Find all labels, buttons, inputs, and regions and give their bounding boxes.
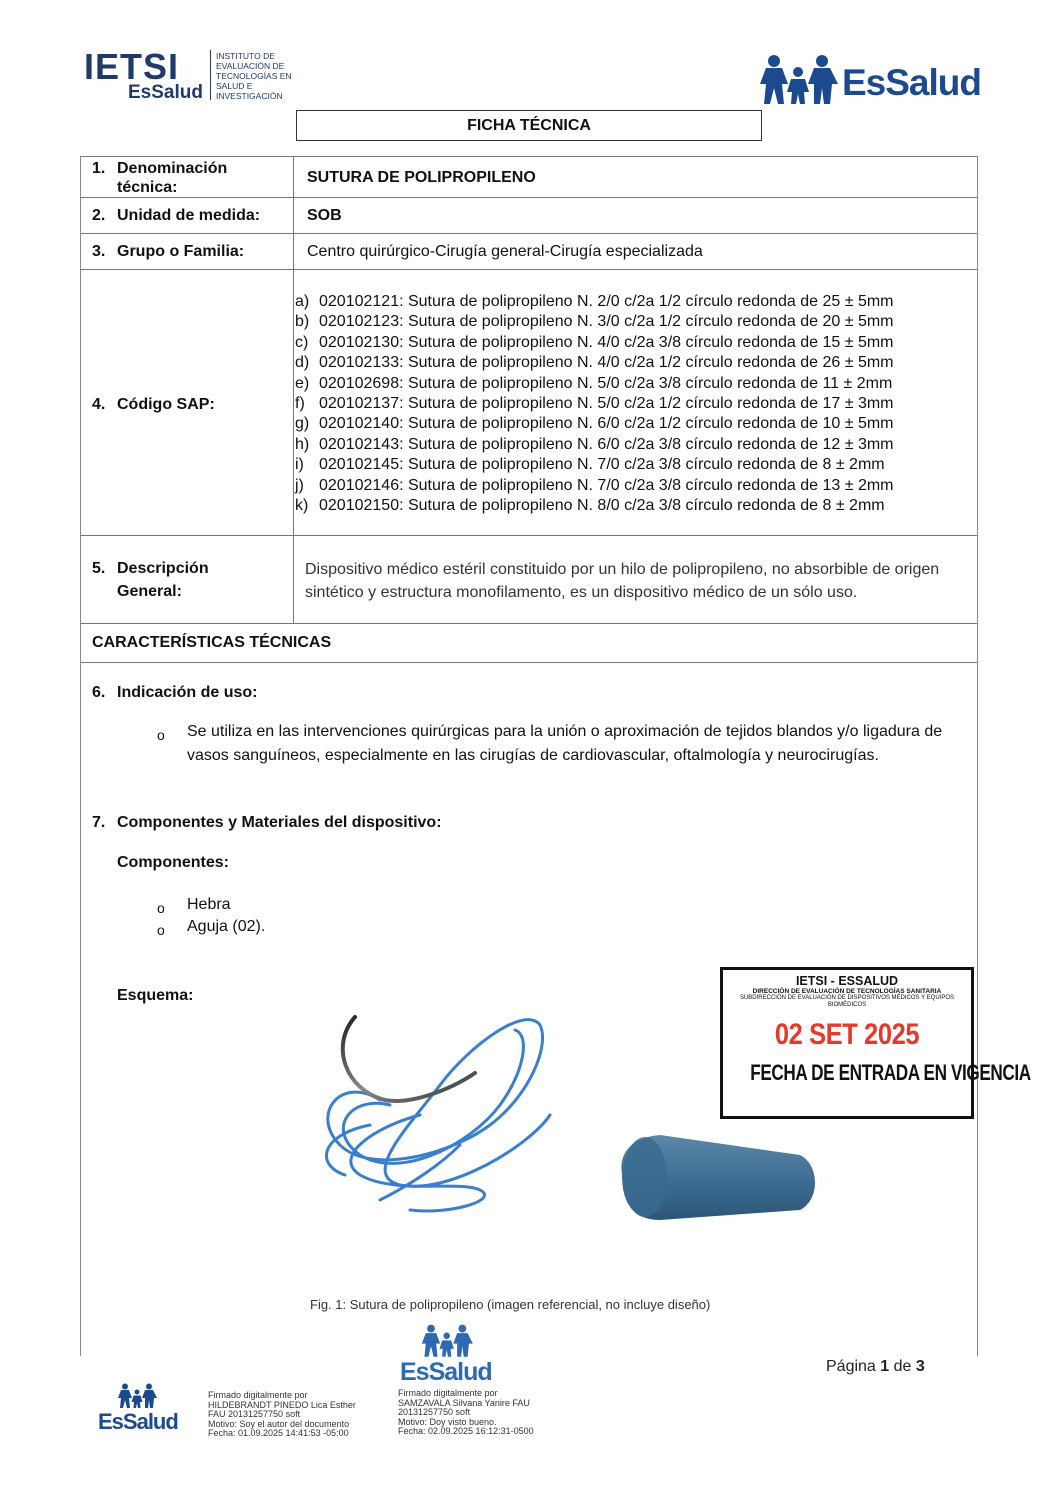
- sap-code-list: [295, 292, 894, 516]
- document-title: FICHA TÉCNICA: [296, 110, 762, 141]
- list-text: 020102698: Sutura de polipropileno N. 5/0 c/2a 3/8 círculo redonda de 11 ± 2mm: [319, 374, 893, 392]
- row-denominacion: [81, 156, 977, 198]
- page-current: 1: [880, 1358, 890, 1375]
- page-prefix: Página: [826, 1358, 881, 1375]
- digital-signature-2: [398, 1389, 548, 1437]
- value-grupo: Centro quirúrgico-Cirugía general-Cirugía especializada: [307, 243, 703, 260]
- essalud-logo: [760, 54, 990, 106]
- list-item: [295, 455, 894, 475]
- indicacion-text: Se utiliza en las intervenciones quirúrgicas para la unión o aproximación de tejidos blandos y/o ligadura de vasos sanguíneos, especialmente en las cirugías de cardiovascular, oftalmología y neurocirugías.: [187, 723, 943, 764]
- ietsi-logo-text: IETSI: [84, 46, 180, 87]
- list-text: 020102133: Sutura de polipropileno N. 4/0 c/2a 1/2 círculo redonda de 26 ± 5mm: [319, 354, 894, 372]
- validity-stamp: [720, 967, 1031, 1119]
- signature-line: Firmado digitalmente por: [208, 1390, 308, 1400]
- list-text: 020102150: Sutura de polipropileno N. 8/0 c/2a 3/8 círculo redonda de 8 ± 2mm: [319, 497, 885, 515]
- list-text: 020102137: Sutura de polipropileno N. 5/0 c/2a 1/2 círculo redonda de 17 ± 3mm: [319, 395, 894, 413]
- list-text: 020102140: Sutura de polipropileno N. 6/0 c/2a 1/2 círculo redonda de 10 ± 5mm: [319, 415, 894, 433]
- row-caracteristicas: [81, 623, 977, 663]
- ietsi-logo-subtext: EsSalud: [128, 82, 203, 103]
- list-letter: k): [295, 497, 309, 515]
- signature-line: FAU 20131257750 soft: [208, 1409, 301, 1419]
- list-text: 020102145: Sutura de polipropileno N. 7/0 c/2a 3/8 círculo redonda de 8 ± 2mm: [319, 456, 885, 474]
- ietsi-institute-name: INSTITUTO DE EVALUACIÓN DE TECNOLOGÍAS EN SALUD E INVESTIGACIÓN: [216, 51, 292, 101]
- list-letter: h): [295, 435, 310, 453]
- ietsi-logo: [84, 46, 294, 106]
- list-item: [295, 374, 894, 394]
- signature-line: Firmado digitalmente por: [398, 1388, 498, 1398]
- subheading-componentes: Componentes:: [117, 854, 229, 871]
- row-unidad: [81, 197, 977, 234]
- list-item: [295, 476, 894, 496]
- list-letter: c): [295, 333, 309, 351]
- list-item: [295, 353, 894, 373]
- list-letter: d): [295, 354, 310, 372]
- list-letter: b): [295, 313, 310, 331]
- essalud-family-icon: [760, 54, 840, 106]
- stamp-org: IETSI - ESSALUD: [795, 974, 899, 988]
- page-number: [826, 1358, 925, 1376]
- label-text: Grupo o Familia:: [117, 243, 245, 260]
- row-number: 4.: [92, 396, 106, 413]
- footer-logo-text: EsSalud: [400, 1358, 492, 1386]
- signature-line: Fecha: 02.09.2025 16:12:31-0500: [398, 1426, 534, 1436]
- component-item: Hebra: [187, 896, 231, 913]
- list-text: 020102130: Sutura de polipropileno N. 4/0 c/2a 3/8 círculo redonda de 15 ± 5mm: [319, 333, 894, 351]
- section-number: 6.: [92, 684, 106, 701]
- column-divider: [293, 156, 294, 623]
- page-mid: de: [889, 1358, 916, 1375]
- list-item: [295, 414, 894, 434]
- essalud-logo-text: EsSalud: [842, 62, 981, 103]
- footer-essalud-logo-center: [396, 1322, 504, 1388]
- list-letter: g): [295, 415, 310, 433]
- list-text: 020102143: Sutura de polipropileno N. 6/0 c/2a 3/8 círculo redonda de 12 ± 3mm: [319, 435, 894, 453]
- value-descripcion: Dispositivo médico estéril constituido por un hilo de polipropileno, no absorbible de origen sintético y estructura monofilamento, es un dispositivo médico de un sólo uso.: [305, 561, 940, 601]
- signature-line: Motivo: Doy visto bueno.: [398, 1416, 497, 1427]
- essalud-family-icon: [116, 1383, 160, 1409]
- label-line-1: Descripción: [117, 560, 209, 577]
- row-number: 5.: [92, 560, 106, 577]
- list-letter: j): [295, 476, 304, 494]
- heading-componentes: [92, 814, 442, 832]
- signature-line: SAMZAVALA Silvana Yanire FAU: [398, 1397, 530, 1408]
- row-grupo: [81, 233, 977, 270]
- figure-caption: Fig. 1: Sutura de polipropileno (imagen referencial, no incluye diseño): [310, 1297, 711, 1312]
- label-line-2: General:: [117, 583, 182, 600]
- label-grupo: [92, 243, 244, 261]
- needle-icon: [343, 1017, 475, 1101]
- section-number: 7.: [92, 814, 106, 831]
- row-number: 1.: [92, 160, 106, 177]
- footer-essalud-logo-left: [98, 1383, 178, 1433]
- signature-line: Motivo: Soy el autor del documento: [208, 1418, 350, 1429]
- ietsi-logo-divider: [210, 50, 211, 100]
- section-title-caracteristicas: CARACTERÍSTICAS TÉCNICAS: [92, 634, 332, 651]
- row-number: 2.: [92, 207, 106, 224]
- stamp-label: FECHA DE ENTRADA EN VIGENCIA: [750, 1060, 1031, 1085]
- bullet-icon: o: [157, 922, 165, 938]
- list-text: 020102146: Sutura de polipropileno N. 7/0 c/2a 3/8 círculo redonda de 13 ± 2mm: [319, 476, 894, 494]
- signature-line: 20131257750 soft: [398, 1407, 471, 1417]
- essalud-family-icon: [420, 1324, 476, 1358]
- page-total: 3: [915, 1358, 925, 1375]
- list-letter: i): [295, 456, 304, 474]
- label-denominacion: [92, 159, 227, 197]
- heading-text: Componentes y Materiales del dispositivo:: [117, 814, 442, 831]
- list-text: 020102121: Sutura de polipropileno N. 2/0 c/2a 1/2 círculo redonda de 25 ± 5mm: [319, 293, 894, 310]
- list-letter: a): [295, 293, 310, 310]
- label-sap: [92, 396, 215, 414]
- signature-line: Fecha: 01.09.2025 14:41:53 -05:00: [208, 1428, 349, 1438]
- heading-text: Indicación de uso:: [117, 684, 258, 701]
- value-unidad: SOB: [307, 207, 342, 224]
- component-item: Aguja (02).: [187, 918, 266, 935]
- list-text: 020102123: Sutura de polipropileno N. 3/0 c/2a 1/2 círculo redonda de 20 ± 5mm: [319, 313, 894, 331]
- bullet-icon: o: [157, 727, 165, 743]
- label-esquema: Esquema:: [117, 987, 194, 1004]
- stamp-date: 02 SET 2025: [774, 1018, 920, 1051]
- list-item: [295, 333, 894, 353]
- list-item: [295, 435, 894, 455]
- list-item: [295, 394, 894, 414]
- list-item: [295, 312, 894, 332]
- stamp-subdirection: SUBDIRECCIÓN DE EVALUACIÓN DE DISPOSITIVOS MÉDICOS Y EQUIPOS BIOMÉDICOS: [739, 995, 955, 1008]
- list-item: [295, 496, 894, 516]
- list-item: [295, 292, 894, 312]
- list-letter: f): [295, 395, 305, 413]
- label-descripcion: [92, 557, 209, 603]
- list-letter: e): [295, 374, 310, 392]
- stamp-direction: DIRECCIÓN DE EVALUACIÓN DE TECNOLOGÍAS SANITARIA: [752, 988, 942, 995]
- label-text: Código SAP:: [117, 396, 215, 413]
- label-line-1: Denominación: [117, 160, 228, 177]
- label-text: Unidad de medida:: [117, 207, 261, 224]
- row-number: 3.: [92, 243, 106, 260]
- value-denominacion: SUTURA DE POLIPROPILENO: [307, 169, 536, 186]
- bullet-icon: o: [157, 900, 165, 916]
- signature-line: HILDEBRANDT PINEDO Lica Esther: [208, 1399, 356, 1410]
- label-unidad: [92, 207, 260, 225]
- digital-signature-1: [208, 1391, 378, 1439]
- heading-indicacion: [92, 684, 257, 702]
- label-line-2: técnica:: [117, 179, 178, 196]
- footer-logo-text: EsSalud: [98, 1409, 178, 1434]
